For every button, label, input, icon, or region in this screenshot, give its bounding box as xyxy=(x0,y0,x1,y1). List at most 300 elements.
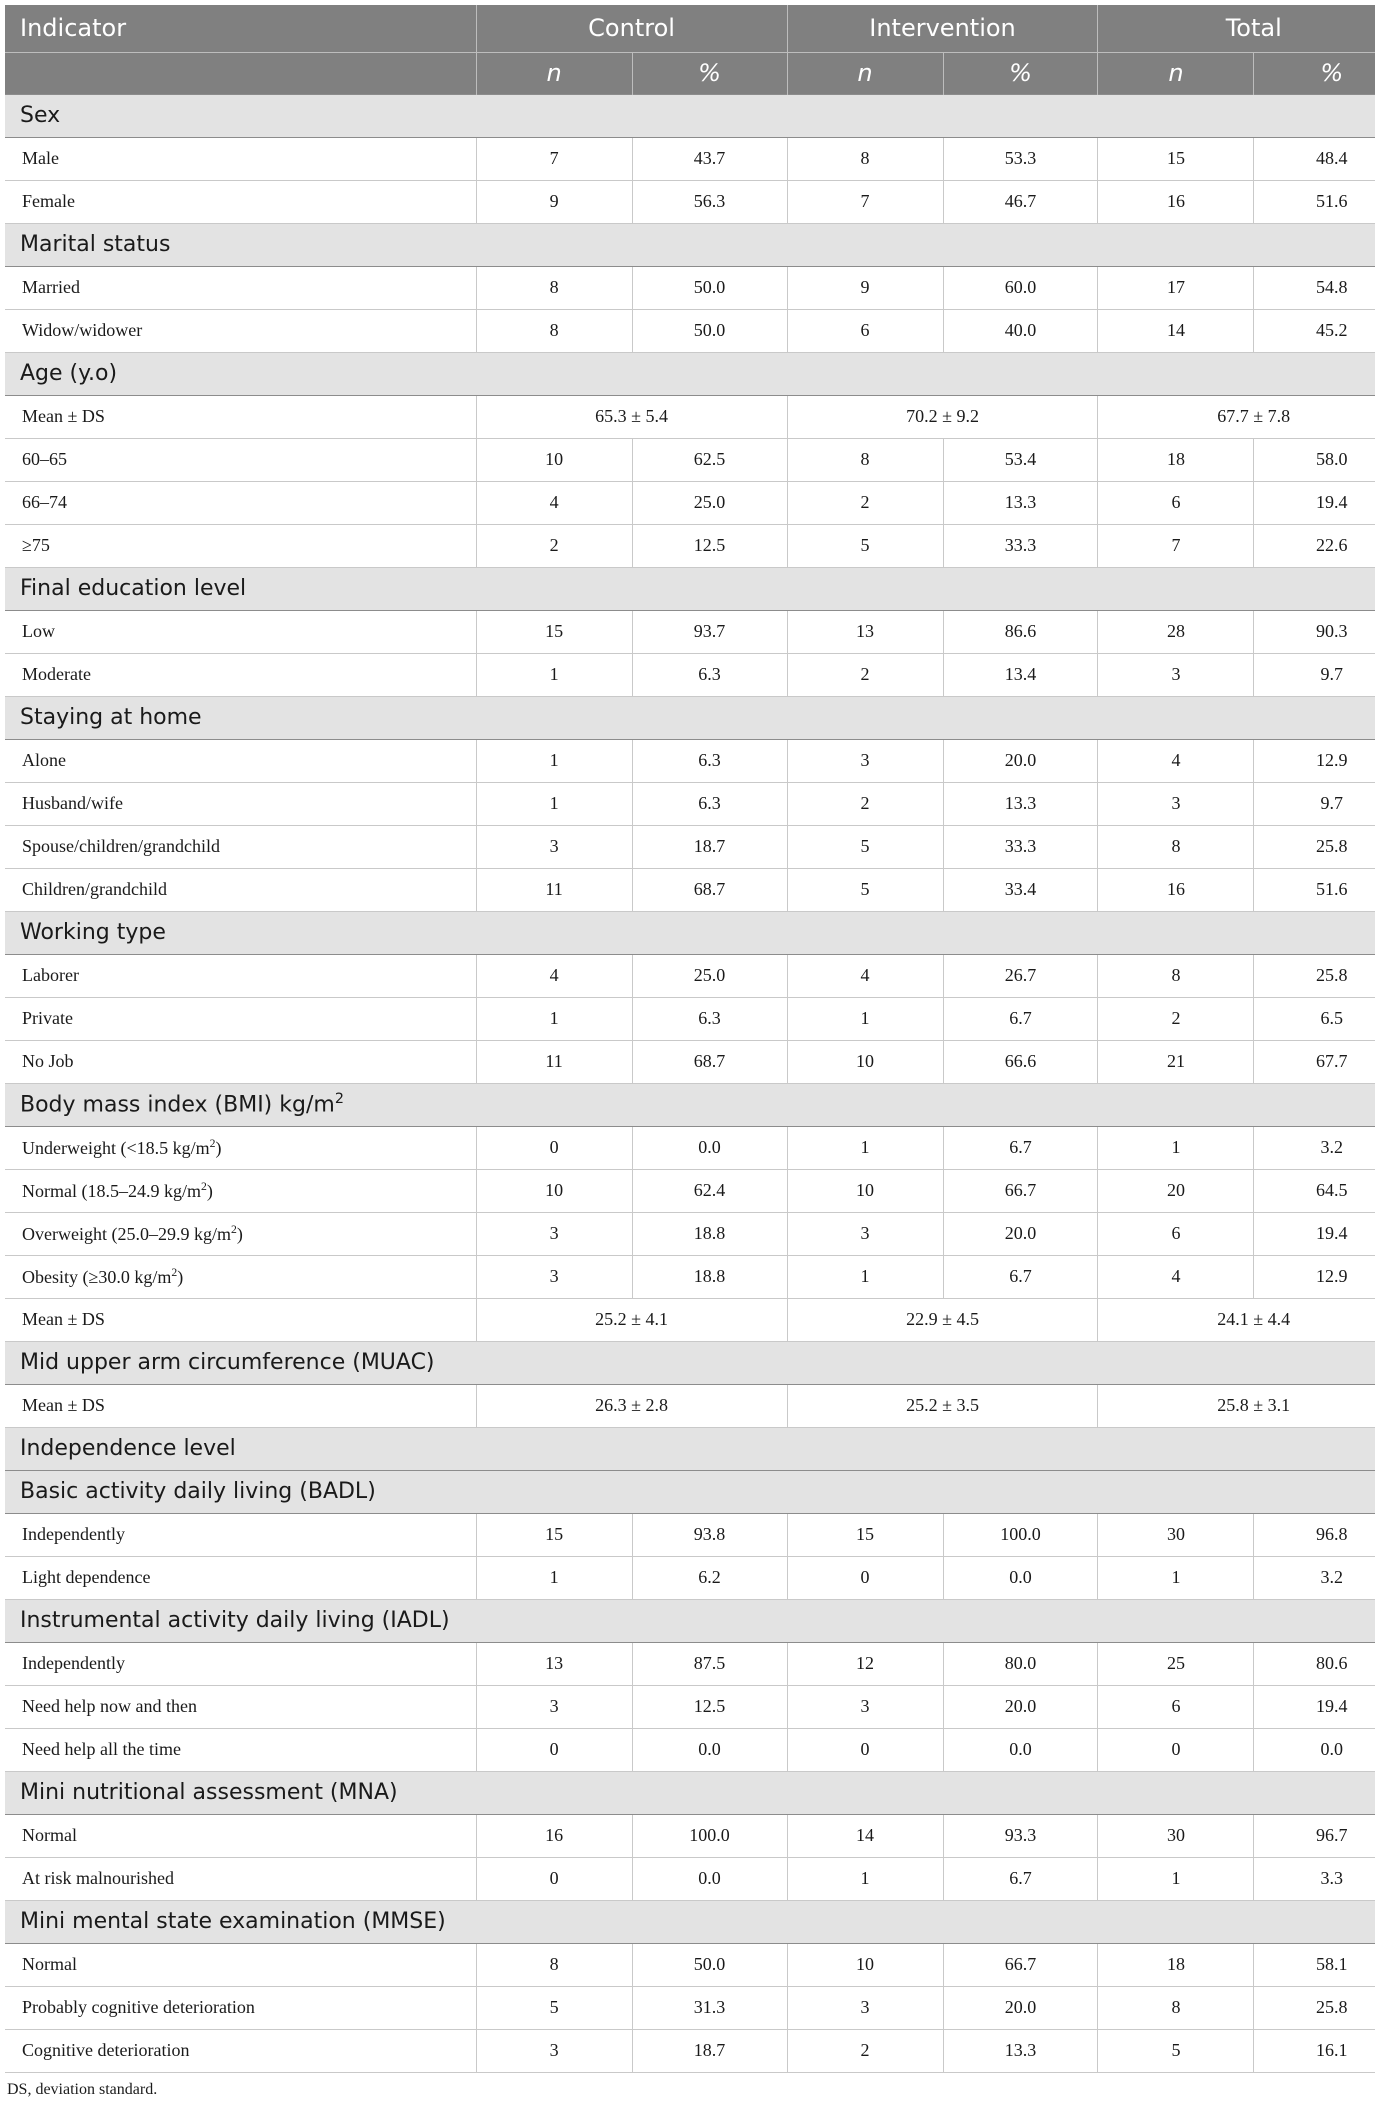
header-total: Total xyxy=(1098,5,1375,52)
cell-intervention-n: 0 xyxy=(787,1556,943,1599)
cell-control-mean: 25.2 ± 4.1 xyxy=(476,1298,787,1341)
cell-total-n: 8 xyxy=(1098,825,1254,868)
cell-intervention-pct: 80.0 xyxy=(943,1642,1098,1685)
cell-control-pct: 0.0 xyxy=(632,1857,787,1900)
cell-control-n: 4 xyxy=(476,481,632,524)
cell-control-n: 0 xyxy=(476,1728,632,1771)
cell-total-n: 30 xyxy=(1098,1814,1254,1857)
section-label xyxy=(5,911,1375,954)
superscript: 2 xyxy=(209,1136,216,1150)
cell-total-n: 18 xyxy=(1098,438,1254,481)
cell-intervention-pct: 20.0 xyxy=(943,1685,1098,1728)
cell-total-n: 6 xyxy=(1098,481,1254,524)
cell-intervention-pct: 60.0 xyxy=(943,266,1098,309)
cell-control-pct: 68.7 xyxy=(632,1040,787,1083)
table-row xyxy=(5,739,1375,782)
cell-total-n: 7 xyxy=(1098,524,1254,567)
mean-row xyxy=(5,1384,1375,1427)
table-row xyxy=(5,481,1375,524)
row-label xyxy=(5,1126,476,1169)
cell-control-pct: 62.4 xyxy=(632,1169,787,1212)
cell-intervention-pct: 100.0 xyxy=(943,1513,1098,1556)
cell-intervention-pct: 13.3 xyxy=(943,782,1098,825)
cell-control-pct: 93.7 xyxy=(632,610,787,653)
section-row xyxy=(5,1341,1375,1384)
row-label xyxy=(5,1642,476,1685)
row-label-text: Probably cognitive deterioration xyxy=(22,1997,255,2017)
cell-control-n: 2 xyxy=(476,524,632,567)
table-row xyxy=(5,653,1375,696)
cell-total-mean: 67.7 ± 7.8 xyxy=(1098,395,1375,438)
cell-total-pct: 54.8 xyxy=(1254,266,1375,309)
table-row xyxy=(5,1685,1375,1728)
header-control: Control xyxy=(476,5,787,52)
cell-control-n: 3 xyxy=(476,1255,632,1298)
cell-control-n: 8 xyxy=(476,1943,632,1986)
row-label-text: Low xyxy=(22,621,55,641)
cell-total-n: 5 xyxy=(1098,2029,1254,2072)
cell-control-pct: 6.2 xyxy=(632,1556,787,1599)
superscript: 2 xyxy=(200,1179,207,1193)
cell-total-pct: 3.3 xyxy=(1254,1857,1375,1900)
cell-control-n: 8 xyxy=(476,309,632,352)
section-row xyxy=(5,567,1375,610)
row-label-text: Mean ± DS xyxy=(22,1309,105,1329)
mean-row xyxy=(5,395,1375,438)
row-label xyxy=(5,1986,476,2029)
table-row xyxy=(5,997,1375,1040)
cell-intervention-n: 1 xyxy=(787,1857,943,1900)
cell-control-pct: 56.3 xyxy=(632,180,787,223)
cell-total-pct: 22.6 xyxy=(1254,524,1375,567)
table-row xyxy=(5,438,1375,481)
cell-total-pct: 51.6 xyxy=(1254,868,1375,911)
cell-control-pct: 25.0 xyxy=(632,954,787,997)
cell-intervention-n: 12 xyxy=(787,1642,943,1685)
table-row xyxy=(5,954,1375,997)
cell-total-n: 2 xyxy=(1098,997,1254,1040)
cell-control-pct: 6.3 xyxy=(632,739,787,782)
cell-intervention-pct: 6.7 xyxy=(943,1255,1098,1298)
table-row xyxy=(5,1857,1375,1900)
row-label-text: Instrumental activity daily living (IADL) xyxy=(20,1608,450,1633)
cell-total-pct: 19.4 xyxy=(1254,1212,1375,1255)
cell-control-n: 13 xyxy=(476,1642,632,1685)
cell-intervention-n: 9 xyxy=(787,266,943,309)
cell-total-n: 17 xyxy=(1098,266,1254,309)
cell-intervention-n: 1 xyxy=(787,997,943,1040)
cell-total-pct: 12.9 xyxy=(1254,1255,1375,1298)
section-row xyxy=(5,1599,1375,1642)
cell-total-pct: 19.4 xyxy=(1254,481,1375,524)
cell-control-n: 1 xyxy=(476,739,632,782)
header-intervention-pct: % xyxy=(943,52,1098,94)
mean-row xyxy=(5,1298,1375,1341)
cell-total-pct: 0.0 xyxy=(1254,1728,1375,1771)
table-row xyxy=(5,2029,1375,2072)
cell-intervention-pct: 33.3 xyxy=(943,524,1098,567)
row-label-text: ≥75 xyxy=(22,535,50,555)
cell-intervention-pct: 6.7 xyxy=(943,1857,1098,1900)
row-label-text: Overweight (25.0–29.9 kg/m xyxy=(22,1223,231,1244)
cell-total-pct: 25.8 xyxy=(1254,954,1375,997)
section-label xyxy=(5,223,1375,266)
row-label xyxy=(5,1685,476,1728)
cell-intervention-n: 5 xyxy=(787,825,943,868)
cell-control-pct: 12.5 xyxy=(632,1685,787,1728)
row-label xyxy=(5,1384,476,1427)
header-total-n: n xyxy=(1098,52,1254,94)
row-label-text: Mean ± DS xyxy=(22,406,105,426)
cell-control-n: 3 xyxy=(476,1212,632,1255)
row-label-text: No Job xyxy=(22,1051,74,1071)
table-row xyxy=(5,309,1375,352)
row-label-text: Mid upper arm circumference (MUAC) xyxy=(20,1350,435,1375)
cell-intervention-n: 10 xyxy=(787,1040,943,1083)
row-label xyxy=(5,997,476,1040)
cell-intervention-n: 15 xyxy=(787,1513,943,1556)
table-row xyxy=(5,1943,1375,1986)
cell-total-mean: 25.8 ± 3.1 xyxy=(1098,1384,1375,1427)
cell-intervention-n: 1 xyxy=(787,1126,943,1169)
cell-intervention-n: 5 xyxy=(787,868,943,911)
cell-intervention-pct: 86.6 xyxy=(943,610,1098,653)
cell-intervention-n: 8 xyxy=(787,137,943,180)
table-row xyxy=(5,868,1375,911)
section-label xyxy=(5,1599,1375,1642)
table-row xyxy=(5,1212,1375,1255)
table-row xyxy=(5,1513,1375,1556)
table-row xyxy=(5,1169,1375,1212)
table-row xyxy=(5,1814,1375,1857)
row-label-text: Working type xyxy=(20,920,166,945)
cell-control-n: 1 xyxy=(476,782,632,825)
cell-control-mean: 26.3 ± 2.8 xyxy=(476,1384,787,1427)
section-label xyxy=(5,1427,1375,1470)
cell-total-n: 28 xyxy=(1098,610,1254,653)
section-row xyxy=(5,1470,1375,1513)
row-label-text: Children/grandchild xyxy=(22,879,167,899)
row-label-text: Mini nutritional assessment (MNA) xyxy=(20,1780,398,1805)
cell-control-n: 11 xyxy=(476,1040,632,1083)
cell-intervention-mean: 70.2 ± 9.2 xyxy=(787,395,1098,438)
cell-intervention-n: 2 xyxy=(787,2029,943,2072)
row-label-suffix: ) xyxy=(236,1223,243,1244)
cell-intervention-pct: 66.7 xyxy=(943,1169,1098,1212)
header-total-pct: % xyxy=(1254,52,1375,94)
cell-total-mean: 24.1 ± 4.4 xyxy=(1098,1298,1375,1341)
cell-intervention-n: 3 xyxy=(787,1212,943,1255)
row-label-text: Male xyxy=(22,148,59,168)
row-label xyxy=(5,610,476,653)
section-label xyxy=(5,1771,1375,1814)
cell-total-n: 15 xyxy=(1098,137,1254,180)
row-label-text: Need help all the time xyxy=(22,1739,181,1759)
cell-control-n: 10 xyxy=(476,1169,632,1212)
row-label-text: Sex xyxy=(20,103,61,128)
cell-total-n: 6 xyxy=(1098,1685,1254,1728)
row-label-suffix: ) xyxy=(215,1137,222,1158)
cell-total-n: 16 xyxy=(1098,180,1254,223)
cell-control-n: 1 xyxy=(476,653,632,696)
cell-intervention-mean: 25.2 ± 3.5 xyxy=(787,1384,1098,1427)
row-label-suffix: ) xyxy=(177,1266,184,1287)
cell-control-mean: 65.3 ± 5.4 xyxy=(476,395,787,438)
cell-intervention-n: 13 xyxy=(787,610,943,653)
cell-intervention-n: 0 xyxy=(787,1728,943,1771)
row-label xyxy=(5,438,476,481)
cell-control-n: 10 xyxy=(476,438,632,481)
cell-control-pct: 18.7 xyxy=(632,2029,787,2072)
cell-intervention-n: 1 xyxy=(787,1255,943,1298)
cell-control-pct: 87.5 xyxy=(632,1642,787,1685)
cell-total-pct: 6.5 xyxy=(1254,997,1375,1040)
row-label xyxy=(5,1040,476,1083)
row-label xyxy=(5,2029,476,2072)
cell-control-n: 3 xyxy=(476,2029,632,2072)
header-blank xyxy=(5,52,476,94)
superscript: 2 xyxy=(230,1222,237,1236)
row-label-text: Moderate xyxy=(22,664,91,684)
row-label xyxy=(5,868,476,911)
cell-control-n: 8 xyxy=(476,266,632,309)
cell-intervention-n: 6 xyxy=(787,309,943,352)
table-header xyxy=(5,5,1375,94)
row-label-text: Female xyxy=(22,191,75,211)
section-row xyxy=(5,696,1375,739)
cell-total-pct: 96.7 xyxy=(1254,1814,1375,1857)
superscript: 2 xyxy=(334,1091,344,1108)
cell-total-pct: 58.0 xyxy=(1254,438,1375,481)
table-row xyxy=(5,610,1375,653)
section-row xyxy=(5,1900,1375,1943)
cell-total-n: 16 xyxy=(1098,868,1254,911)
cell-total-pct: 51.6 xyxy=(1254,180,1375,223)
cell-intervention-n: 2 xyxy=(787,653,943,696)
cell-total-pct: 9.7 xyxy=(1254,653,1375,696)
table-row xyxy=(5,1986,1375,2029)
row-label-text: Need help now and then xyxy=(22,1696,197,1716)
cell-control-pct: 18.8 xyxy=(632,1255,787,1298)
table-row xyxy=(5,1126,1375,1169)
row-label xyxy=(5,782,476,825)
cell-total-n: 6 xyxy=(1098,1212,1254,1255)
cell-total-pct: 19.4 xyxy=(1254,1685,1375,1728)
section-label xyxy=(5,1900,1375,1943)
cell-intervention-pct: 46.7 xyxy=(943,180,1098,223)
table-body xyxy=(5,94,1375,2072)
row-label xyxy=(5,524,476,567)
cell-intervention-pct: 20.0 xyxy=(943,739,1098,782)
table-container xyxy=(5,5,1375,2099)
cell-total-n: 3 xyxy=(1098,782,1254,825)
table-row xyxy=(5,137,1375,180)
row-label xyxy=(5,137,476,180)
cell-intervention-pct: 6.7 xyxy=(943,997,1098,1040)
cell-control-n: 16 xyxy=(476,1814,632,1857)
row-label xyxy=(5,1169,476,1212)
row-label xyxy=(5,653,476,696)
row-label-text: Normal (18.5–24.9 kg/m xyxy=(22,1180,201,1201)
cell-total-pct: 96.8 xyxy=(1254,1513,1375,1556)
row-label-text: Body mass index (BMI) kg/m xyxy=(20,1092,335,1118)
cell-control-pct: 18.8 xyxy=(632,1212,787,1255)
cell-intervention-pct: 26.7 xyxy=(943,954,1098,997)
row-label-text: Basic activity daily living (BADL) xyxy=(20,1479,376,1504)
row-label-text: Husband/wife xyxy=(22,793,123,813)
table-row xyxy=(5,1255,1375,1298)
section-row xyxy=(5,223,1375,266)
demographics-table xyxy=(5,5,1375,2073)
cell-intervention-mean: 22.9 ± 4.5 xyxy=(787,1298,1098,1341)
section-row xyxy=(5,1083,1375,1126)
cell-control-n: 1 xyxy=(476,1556,632,1599)
row-label-text: Married xyxy=(22,277,80,297)
cell-control-pct: 6.3 xyxy=(632,997,787,1040)
section-label xyxy=(5,352,1375,395)
row-label-text: Final education level xyxy=(20,576,247,601)
header-control-pct: % xyxy=(632,52,787,94)
section-label xyxy=(5,696,1375,739)
row-label xyxy=(5,1255,476,1298)
cell-intervention-n: 2 xyxy=(787,481,943,524)
row-label-text: Independently xyxy=(22,1524,125,1544)
row-label-text: Mean ± DS xyxy=(22,1395,105,1415)
cell-intervention-pct: 0.0 xyxy=(943,1728,1098,1771)
row-label-text: Marital status xyxy=(20,232,171,257)
row-label xyxy=(5,1728,476,1771)
cell-total-n: 4 xyxy=(1098,739,1254,782)
cell-intervention-pct: 33.4 xyxy=(943,868,1098,911)
cell-intervention-n: 10 xyxy=(787,1169,943,1212)
cell-control-n: 7 xyxy=(476,137,632,180)
cell-total-n: 3 xyxy=(1098,653,1254,696)
row-label xyxy=(5,266,476,309)
cell-total-n: 20 xyxy=(1098,1169,1254,1212)
cell-total-n: 14 xyxy=(1098,309,1254,352)
cell-total-pct: 25.8 xyxy=(1254,825,1375,868)
section-label xyxy=(5,1470,1375,1513)
table-row xyxy=(5,524,1375,567)
row-label-text: Widow/widower xyxy=(22,320,143,340)
cell-total-pct: 9.7 xyxy=(1254,782,1375,825)
cell-control-pct: 50.0 xyxy=(632,266,787,309)
section-row xyxy=(5,911,1375,954)
row-label-text: Obesity (≥30.0 kg/m xyxy=(22,1266,172,1287)
cell-intervention-pct: 93.3 xyxy=(943,1814,1098,1857)
cell-total-n: 0 xyxy=(1098,1728,1254,1771)
row-label xyxy=(5,1556,476,1599)
header-intervention-n: n xyxy=(787,52,943,94)
row-label-text: Alone xyxy=(22,750,66,770)
row-label xyxy=(5,1943,476,1986)
cell-total-pct: 64.5 xyxy=(1254,1169,1375,1212)
cell-control-n: 3 xyxy=(476,1685,632,1728)
cell-control-n: 3 xyxy=(476,825,632,868)
section-row xyxy=(5,1427,1375,1470)
cell-control-pct: 6.3 xyxy=(632,782,787,825)
header-indicator: Indicator xyxy=(5,5,476,52)
table-row xyxy=(5,1040,1375,1083)
cell-total-pct: 3.2 xyxy=(1254,1556,1375,1599)
cell-control-pct: 43.7 xyxy=(632,137,787,180)
row-label-text: 60–65 xyxy=(22,449,67,469)
row-label-text: 66–74 xyxy=(22,492,67,512)
cell-intervention-n: 2 xyxy=(787,782,943,825)
cell-intervention-n: 5 xyxy=(787,524,943,567)
row-label xyxy=(5,1212,476,1255)
cell-intervention-n: 7 xyxy=(787,180,943,223)
row-label-text: Private xyxy=(22,1008,73,1028)
row-label-text: Mini mental state examination (MMSE) xyxy=(20,1909,446,1934)
cell-total-n: 8 xyxy=(1098,1986,1254,2029)
table-row xyxy=(5,1728,1375,1771)
cell-intervention-pct: 66.7 xyxy=(943,1943,1098,1986)
cell-control-n: 1 xyxy=(476,997,632,1040)
row-label-text: Light dependence xyxy=(22,1567,151,1587)
cell-intervention-pct: 20.0 xyxy=(943,1986,1098,2029)
cell-control-n: 5 xyxy=(476,1986,632,2029)
row-label xyxy=(5,180,476,223)
cell-total-n: 1 xyxy=(1098,1857,1254,1900)
cell-intervention-n: 10 xyxy=(787,1943,943,1986)
cell-intervention-pct: 40.0 xyxy=(943,309,1098,352)
row-label-suffix: ) xyxy=(206,1180,213,1201)
cell-total-n: 25 xyxy=(1098,1642,1254,1685)
cell-control-pct: 50.0 xyxy=(632,309,787,352)
cell-control-pct: 100.0 xyxy=(632,1814,787,1857)
cell-total-pct: 48.4 xyxy=(1254,137,1375,180)
table-row xyxy=(5,1642,1375,1685)
section-label xyxy=(5,94,1375,137)
row-label-text: Age (y.o) xyxy=(20,361,118,386)
cell-intervention-n: 3 xyxy=(787,1986,943,2029)
cell-control-pct: 31.3 xyxy=(632,1986,787,2029)
header-intervention: Intervention xyxy=(787,5,1098,52)
cell-total-pct: 67.7 xyxy=(1254,1040,1375,1083)
cell-intervention-n: 3 xyxy=(787,739,943,782)
cell-total-n: 1 xyxy=(1098,1556,1254,1599)
cell-total-n: 8 xyxy=(1098,954,1254,997)
row-label xyxy=(5,1857,476,1900)
row-label xyxy=(5,825,476,868)
cell-control-pct: 6.3 xyxy=(632,653,787,696)
cell-total-n: 30 xyxy=(1098,1513,1254,1556)
cell-intervention-n: 4 xyxy=(787,954,943,997)
table-row xyxy=(5,825,1375,868)
cell-total-n: 18 xyxy=(1098,1943,1254,1986)
cell-intervention-n: 3 xyxy=(787,1685,943,1728)
row-label xyxy=(5,739,476,782)
cell-intervention-pct: 0.0 xyxy=(943,1556,1098,1599)
cell-control-n: 15 xyxy=(476,610,632,653)
section-label xyxy=(5,1341,1375,1384)
cell-control-pct: 18.7 xyxy=(632,825,787,868)
cell-intervention-pct: 13.3 xyxy=(943,2029,1098,2072)
cell-control-n: 9 xyxy=(476,180,632,223)
section-row xyxy=(5,352,1375,395)
cell-control-pct: 0.0 xyxy=(632,1126,787,1169)
cell-total-pct: 45.2 xyxy=(1254,309,1375,352)
cell-control-n: 0 xyxy=(476,1126,632,1169)
row-label-text: Underweight (<18.5 kg/m xyxy=(22,1137,210,1158)
row-label-text: Normal xyxy=(22,1954,77,1974)
row-label xyxy=(5,954,476,997)
cell-total-pct: 16.1 xyxy=(1254,2029,1375,2072)
row-label-text: At risk malnourished xyxy=(22,1868,174,1888)
superscript: 2 xyxy=(171,1265,178,1279)
table-row xyxy=(5,1556,1375,1599)
